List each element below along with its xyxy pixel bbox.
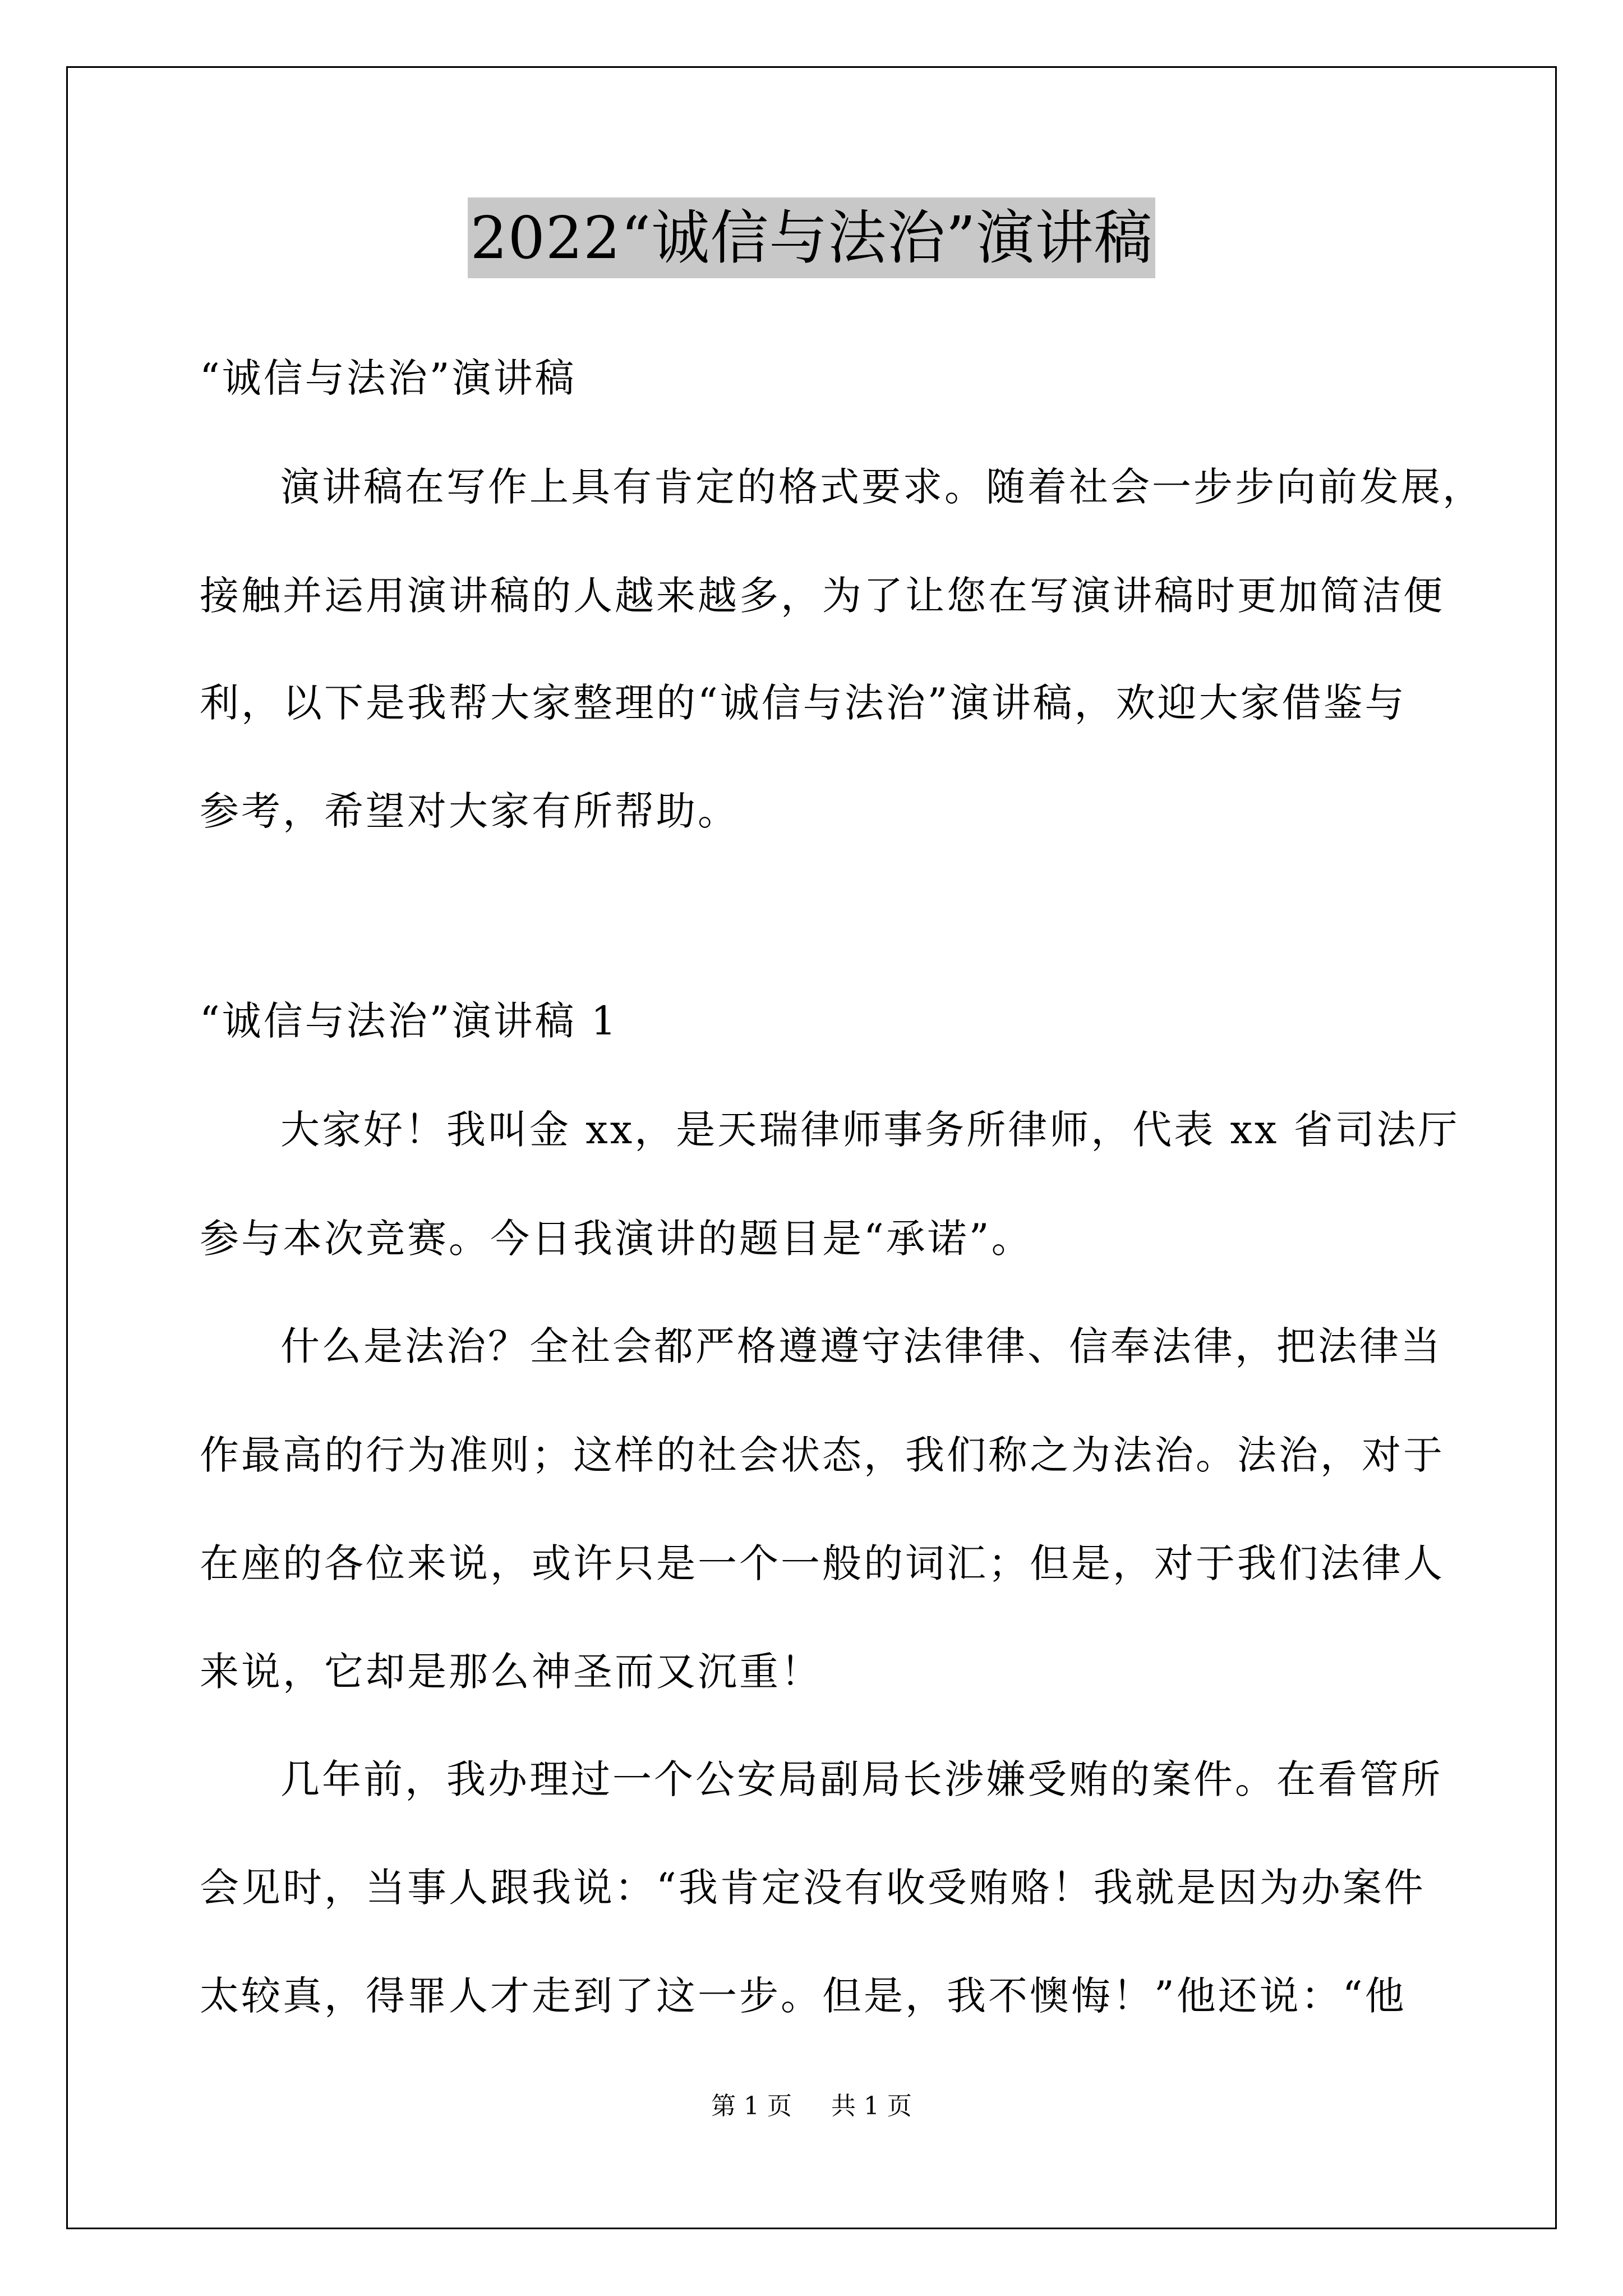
paragraph-3-line-1: 几年前，我办理过一个公安局副局长涉嫌受贿的案件。在看管所	[280, 1756, 1442, 1802]
intro-line-1: 演讲稿在写作上具有肯定的格式要求。随着社会一步步向前发展，	[280, 464, 1484, 510]
intro-line-4: 参考，希望对大家有所帮助。	[200, 788, 739, 834]
section-heading: “诚信与法治”演讲稿 1	[200, 998, 619, 1044]
intro-line-2: 接触并运用演讲稿的人越来越多，为了让您在写演讲稿时更加简洁便	[200, 573, 1445, 619]
intro-line-3: 利，以下是我帮大家整理的“诚信与法治”演讲稿，欢迎大家借鉴与	[200, 680, 1407, 726]
paragraph-1-line-1: 大家好！我叫金 xx，是天瑞律师事务所律师，代表 xx 省司法厅	[280, 1107, 1460, 1153]
paragraph-1-line-2: 参与本次竞赛。今日我演讲的题目是“承诺”。	[200, 1216, 1033, 1262]
document-title: 2022“诚信与法治”演讲稿	[468, 197, 1155, 278]
paragraph-2-line-1: 什么是法治？全社会都严格遵遵守法律律、信奉法律，把法律当	[280, 1323, 1442, 1369]
subtitle: “诚信与法治”演讲稿	[200, 355, 577, 401]
paragraph-2-line-3: 在座的各位来说，或许只是一个一般的词汇；但是，对于我们法律人	[200, 1540, 1445, 1586]
paragraph-2-line-4: 来说，它却是那么神圣而又沉重！	[200, 1649, 822, 1695]
paragraph-3-line-2: 会见时，当事人跟我说：“我肯定没有收受贿赂！我就是因为办案件	[200, 1865, 1426, 1911]
paragraph-2-line-2: 作最高的行为准则；这样的社会状态，我们称之为法治。法治，对于	[200, 1432, 1445, 1478]
paragraph-3-line-3: 太较真，得罪人才走到了这一步。但是，我不懊悔！”他还说：“他	[200, 1973, 1407, 2019]
page-total: 共 1 页	[831, 2092, 912, 2120]
page-number: 第 1 页	[711, 2092, 792, 2120]
title-container	[0, 197, 1623, 278]
page-footer	[0, 2090, 1623, 2123]
